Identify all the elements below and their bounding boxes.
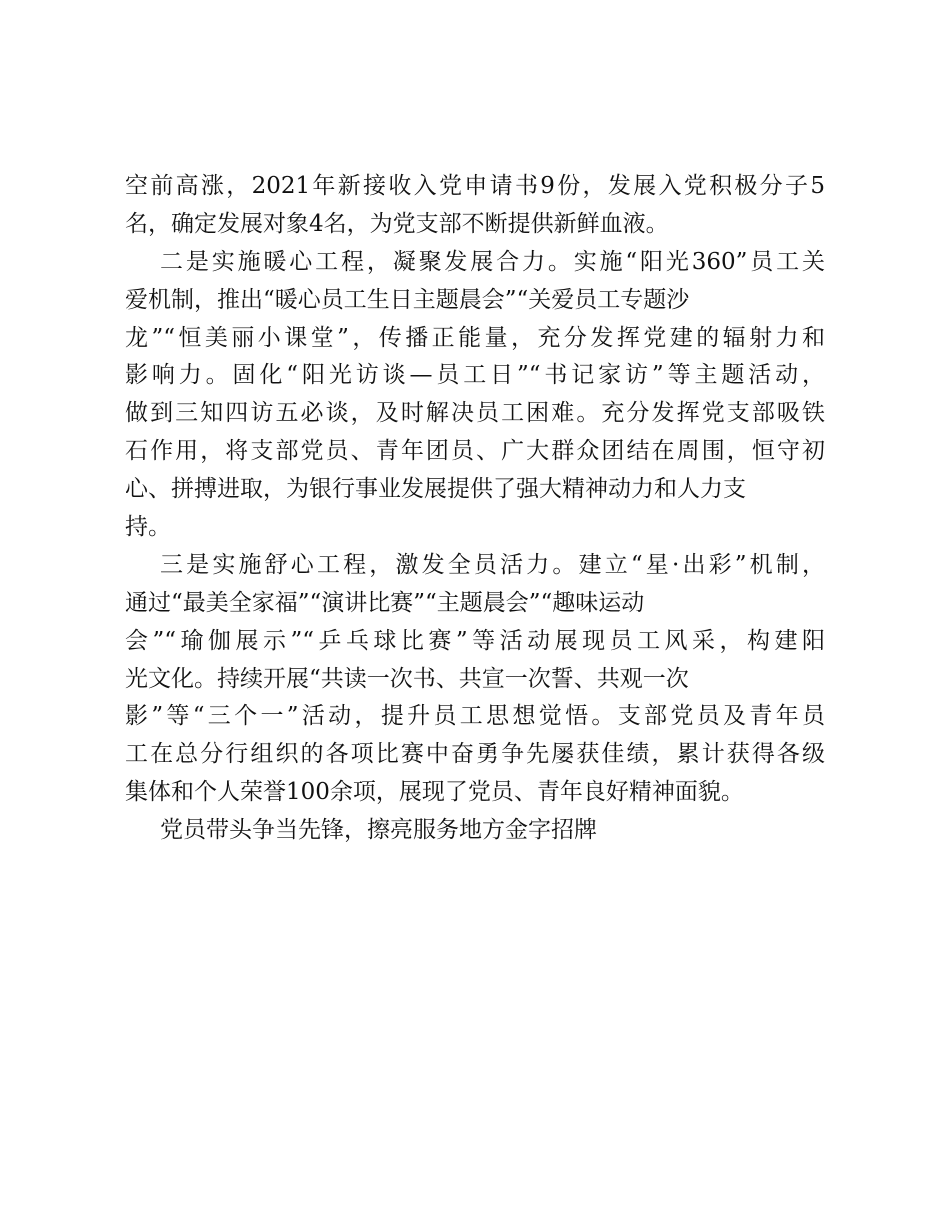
- text-line: 光文化。持续开展“共读一次书、共宣一次誓、共观一次: [125, 665, 689, 692]
- text-line: 二是实施暖心工程，凝聚发展合力。实施“阳光360”员工关: [160, 248, 825, 275]
- document-body: [125, 168, 825, 850]
- text-line: 工在总分行组织的各项比赛中奋勇争先屡获佳绩，累计获得各级: [125, 741, 825, 768]
- paragraph-1: [125, 168, 825, 244]
- text-line: 会”“瑜伽展示”“乒乓球比赛”等活动展现员工风采，构建阳: [125, 627, 825, 654]
- text-line: 做到三知四访五必谈，及时解决员工困难。充分发挥党支部吸铁: [125, 400, 825, 427]
- text-line: 心、拼搏进取，为银行事业发展提供了强大精神动力和人力支: [125, 476, 746, 503]
- text-line: 持。: [125, 514, 171, 541]
- text-line: 通过“最美全家福”“演讲比赛”“主题晨会”“趣味运动: [125, 589, 645, 616]
- text-line: 龙”“恒美丽小课堂”，传播正能量，充分发挥党建的辐射力和: [125, 324, 825, 351]
- paragraph-2: [125, 244, 825, 547]
- text-line: 影响力。固化“阳光访谈—员工日”“书记家访”等主题活动，: [125, 362, 825, 389]
- text-line: 石作用，将支部党员、青年团员、广大群众团结在周围，恒守初: [125, 438, 825, 465]
- text-line: 三是实施舒心工程，激发全员活力。建立“星·出彩”机制，: [160, 551, 825, 578]
- paragraph-3: [125, 547, 825, 812]
- text-line: 名，确定发展对象4名，为党支部不断提供新鲜血液。: [125, 210, 669, 237]
- text-line: 影”等“三个一”活动，提升员工思想觉悟。支部党员及青年员: [125, 703, 825, 730]
- text-line: 爱机制，推出“暖心员工生日主题晨会”“关爱员工专题沙: [125, 286, 690, 313]
- section-heading: 党员带头争当先锋，擦亮服务地方金字招牌: [160, 817, 597, 844]
- text-line: 空前高涨，2021年新接收入党申请书9份，发展入党积极分子5: [125, 173, 825, 199]
- text-line: 集体和个人荣誉100余项，展现了党员、青年良好精神面貌。: [125, 779, 744, 806]
